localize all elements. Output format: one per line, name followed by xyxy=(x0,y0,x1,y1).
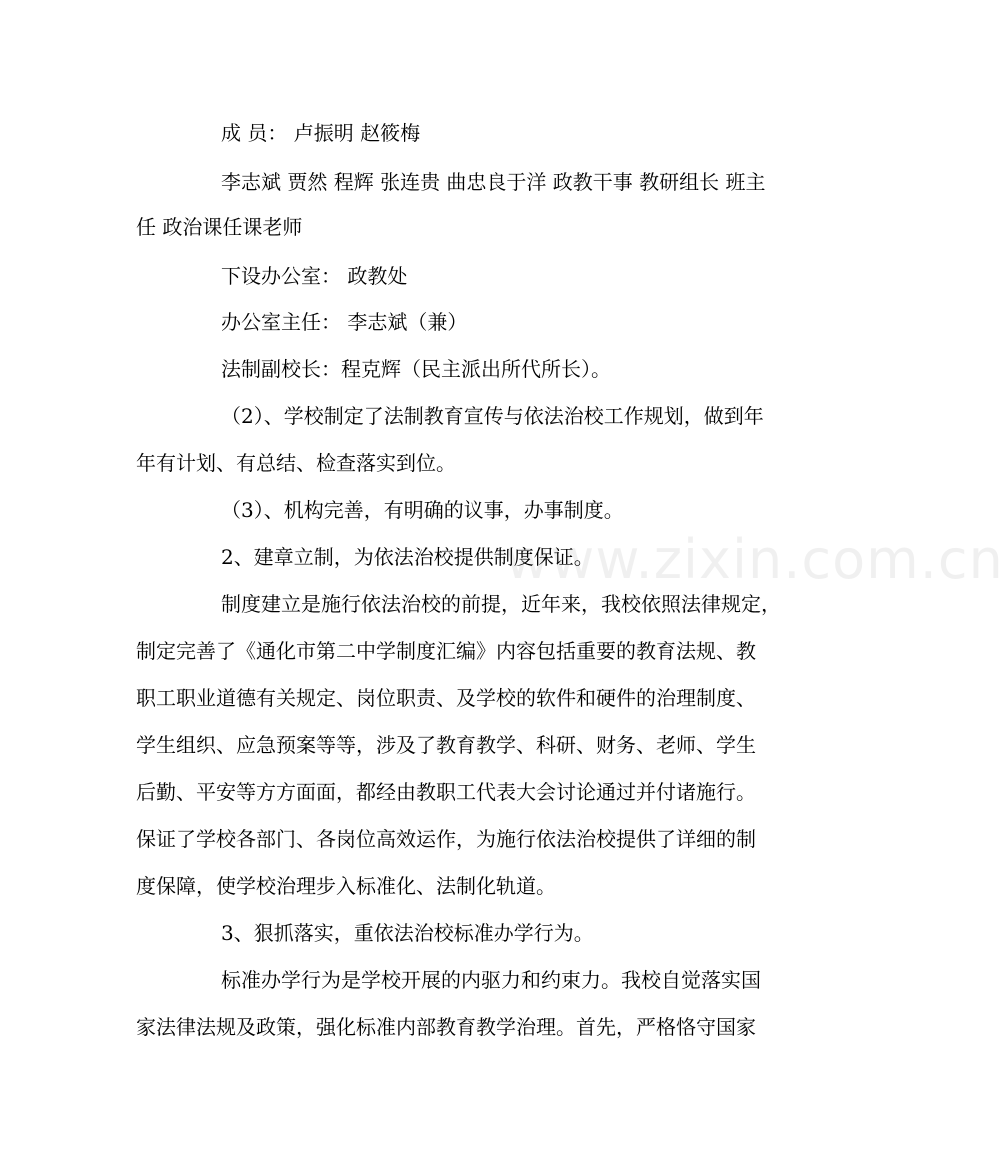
text-line: （2）、学校制定了法制教育宣传与依法治校工作规划，做到年 xyxy=(221,404,764,428)
text-line: 制定完善了《通化市第二中学制度汇编》内容包括重要的教育法规、教 xyxy=(136,639,756,663)
text-line: 家法律法规及政策，强化标准内部教育教学治理。首先，严格恪守国家 xyxy=(136,1015,756,1039)
text-line: 标准办学行为是学校开展的内驱力和约束力。我校自觉落实国 xyxy=(221,968,761,992)
text-line: 制度建立是施行依法治校的前提，近年来，我校依照法律规定， xyxy=(221,592,781,616)
text-line: 学生组织、应急预案等等，涉及了教育教学、科研、财务、老师、学生 xyxy=(136,733,756,757)
text-line: 办公室主任： 李志斌（兼） xyxy=(221,310,468,334)
text-line: 职工职业道德有关规定、岗位职责、及学校的软件和硬件的治理制度、 xyxy=(136,686,756,710)
text-line: 李志斌 贾然 程辉 张连贵 曲忠良于洋 政教干事 教研组长 班主 xyxy=(221,170,766,194)
text-line: （3）、机构完善，有明确的议事，办事制度。 xyxy=(221,498,624,522)
text-line: 2、建章立制，为依法治校提供制度保证。 xyxy=(221,545,594,569)
text-line: 年有计划、有总结、检查落实到位。 xyxy=(136,451,456,475)
text-line: 任 政治课任课老师 xyxy=(136,215,303,239)
watermark: www.zixin.com.cn xyxy=(505,528,1004,591)
text-line: 法制副校长：程克辉（民主派出所代所长）。 xyxy=(221,357,611,381)
text-line: 后勤、平安等方方面面，都经由教职工代表大会讨论通过并付诸施行。 xyxy=(136,780,756,804)
text-line: 成 员： 卢振明 赵筱梅 xyxy=(221,121,421,145)
text-line: 度保障，使学校治理步入标准化、法制化轨道。 xyxy=(136,874,556,898)
text-line: 3、狠抓落实，重依法治校标准办学行为。 xyxy=(221,921,594,945)
text-line: 下设办公室： 政教处 xyxy=(221,264,408,288)
text-line: 保证了学校各部门、各岗位高效运作，为施行依法治校提供了详细的制 xyxy=(136,827,756,851)
